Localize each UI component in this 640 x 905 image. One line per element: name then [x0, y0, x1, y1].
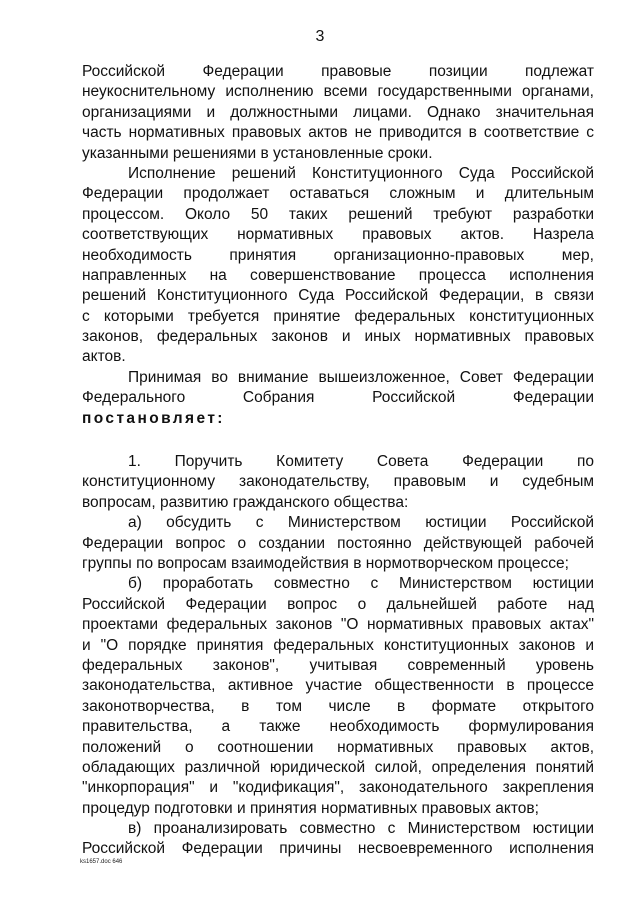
text-line: законов, федеральных законов и иных нормативных правовых: [82, 328, 594, 346]
text-line: Российской Федерации правовые позиции подлежат: [82, 63, 594, 80]
text-line: и "О порядке принятия федеральных конституционных законов и: [82, 636, 594, 654]
text-line: решений Конституционного Суда Российской Федерации, в связи: [82, 287, 594, 305]
paragraph-execution: [82, 164, 594, 368]
text-line: 1. Поручить Комитету Совета Федерации по: [128, 453, 594, 471]
text-line: б) проработать совместно с Министерством юстиции: [128, 575, 594, 593]
paragraph-item-1b: [82, 574, 594, 819]
paragraph-item-1a: [82, 513, 594, 574]
text-line: группы по вопросам взаимодействия в нормотворческом процессе;: [82, 554, 569, 572]
text-line: законотворчества, в том числе в формате открытого: [82, 697, 594, 715]
text-line: неукоснительному исполнению всеми государственными органами,: [82, 83, 594, 101]
text-line: в) проанализировать совместно с Министерством юстиции: [128, 820, 594, 838]
paragraph-item-1: [82, 452, 594, 513]
text-line: Федерации продолжает оставаться сложным и длительным: [82, 185, 594, 203]
text-line: конституционному законодательству, правовым и судебным: [82, 473, 594, 491]
text-line: часть нормативных правовых актов не приводится в соответствие с: [82, 124, 594, 142]
text-line: проектами федеральных законов "О нормативных правовых актах": [82, 616, 594, 634]
text-line: процессом. Около 50 таких решений требуют разработки: [82, 205, 594, 223]
document-footer-code: ks1657.doc 646: [80, 859, 123, 865]
paragraph-gap: [82, 429, 594, 452]
text-line: Российской Федерации вопрос о дальнейшей работе над: [82, 595, 594, 613]
text-line: а) обсудить с Министерством юстиции Российской: [128, 514, 594, 532]
text-line: направленных на совершенствование процесса исполнения: [82, 266, 594, 284]
text-line: соответствующих нормативных правовых актов. Назрела: [82, 226, 594, 244]
text-line: Федерального Собрания Российской Федерации: [82, 389, 594, 407]
paragraph-continuation: [82, 62, 594, 164]
text-line: Исполнение решений Конституционного Суда Российской: [128, 164, 594, 182]
text-line: необходимость принятия организационно-правовых мер,: [82, 246, 594, 264]
text-line: Российской Федерации причины несвоевременного исполнения: [82, 840, 594, 858]
page-number: 3: [315, 28, 325, 45]
text-line: Федерации вопрос о создании постоянно действующей рабочей: [82, 534, 594, 552]
text-line: "инкорпорация" и "кодификация", законодательного закрепления: [82, 779, 594, 797]
text-line: актов.: [82, 348, 126, 366]
paragraph-item-1c: [82, 819, 594, 860]
text-line: вопросам, развитию гражданского общества:: [82, 493, 409, 511]
text-line: правительства, а также необходимость формулирования: [82, 718, 594, 736]
text-line: Принимая во внимание вышеизложенное, Совет Федерации: [128, 368, 594, 386]
resolution-word: постановляет:: [82, 409, 225, 427]
text-line: законодательства, активное участие общественности в процессе: [82, 677, 594, 695]
text-line: указанными решениями в установленные сроки.: [82, 144, 433, 162]
text-line: положений о соотношении нормативных правовых актов,: [82, 738, 594, 756]
text-line: с которыми требуется принятие федеральных конституционных: [82, 307, 594, 325]
text-line: федеральных законов", учитывая современный уровень: [82, 656, 594, 674]
text-line: организациями и должностными лицами. Однако значительная: [82, 103, 594, 121]
text-line: обладающих различной юридической силой, определения понятий: [82, 758, 594, 776]
paragraph-preamble: [82, 368, 594, 429]
text-line: процедур подготовки и принятия нормативных правовых актов;: [82, 799, 539, 817]
document-body: [82, 62, 594, 860]
